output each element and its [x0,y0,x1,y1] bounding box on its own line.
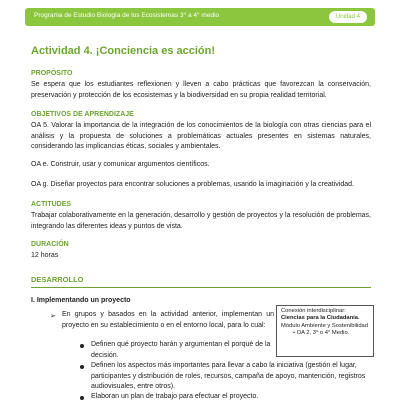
attitudes-heading: ACTITUDES [31,201,72,208]
list-item: Elaboran un plan de trabajo para efectuar el proyecto. [91,393,259,400]
bullet-dot-icon [80,365,84,369]
objective-oae: OA e. Construir, usar y comunicar argumentos científicos. [31,161,210,168]
list-item: Definen qué proyecto harán y argumentan el porqué de la decisión. [91,341,271,359]
objective-oag: OA g. Diseñar proyectos para encontrar soluciones a problemas, usando la imaginación y la creatividad. [31,181,354,188]
connection-oa: • OA 2, 3° o 4° Medio. [293,330,350,337]
objective-oa5: OA 5. Valorar la importancia de la integración de los conocimientos de la biología con otras ciencias para el análisis y la propuesta de soluciones a problemáticas actuales presentes en sistemas naturales, considerando las implicancias éticas, sociales y ambientales. [31,122,371,150]
section-divider [31,287,371,288]
unit-badge: Unidad 4 [329,11,367,23]
duration-heading: DURACIÓN [31,241,69,248]
development-heading: DESARROLLO [31,275,84,284]
attitudes-text: Trabajar colaborativamente en la generación, desarrollo y gestión de proyectos y la resolución de problemas, integrando las diferentes ideas y puntos de vista. [31,212,371,230]
connection-course: Ciencias para la Ciudadanía. [281,315,360,322]
part1-title: I. Implementando un proyecto [31,297,131,304]
purpose-heading: PROPÓSITO [31,70,73,77]
program-title: Programa de Estudio Biología de los Ecosistemas 3° a 4° medio [34,12,220,19]
list-item: Definen los aspectos más importantes para llevar a cabo la iniciativa (gestión el lugar, participantes y distribución de roles, recursos, campaña de apoyo, mantención, registros audiovisuales, entre otros). [91,362,366,390]
bullet-dot-icon [80,396,84,400]
connection-label: Conexión interdisciplinar: [281,308,346,314]
duration-text: 12 horas [31,252,59,259]
arrow-bullet-icon: ➢ [50,313,56,320]
header-bar [25,8,375,26]
connection-module: Módulo Ambiente y Sostenibilidad [281,322,369,329]
bullet-dot-icon [80,344,84,348]
objectives-heading: OBJETIVOS DE APRENDIZAJE [31,111,134,118]
activity-title: Actividad 4. ¡Conciencia es acción! [31,45,216,57]
intro-text: En grupos y basados en la actividad anterior, implementan un proyecto en su establecimiento o en el entorno local, para lo cual: [62,311,274,329]
purpose-text: Se espera que los estudiantes reflexionen y lleven a cabo prácticas que favorezcan la conservación, preservación y protección de los ecosistemas y la biodiversidad en su propia realidad territorial. [31,81,371,99]
interdisciplinary-box [276,305,374,357]
